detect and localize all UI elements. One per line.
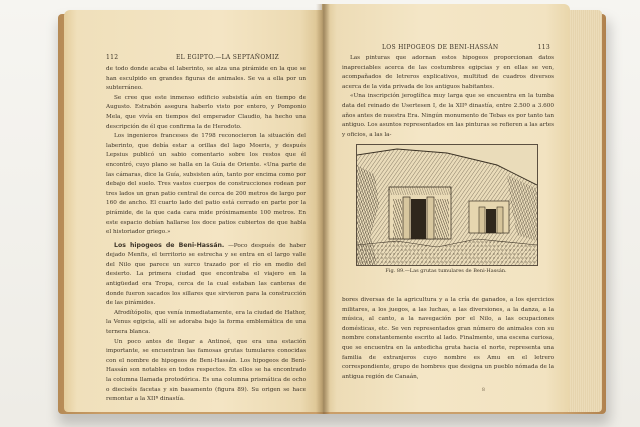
section-body: —Poco después de haber dejado Menfis, el territorio se estrecha y se entra en el largo valle del Nilo que parece un surco trazado por el río en medio del desierto. La primera ciudad que encontraba el viajero en la antigüedad era Tropa, cerca de la cual estaban las canteras de donde fueron sacados los sillares que sirvieron para la construcción de las pirámides. xyxy=(106,242,306,307)
right-running-title: LOS HIPOGEOS DE BENI-HASSÁN xyxy=(382,44,499,51)
left-page-text xyxy=(106,65,306,405)
right-page-text-bottom xyxy=(342,296,554,382)
book-gutter xyxy=(316,4,330,414)
left-page xyxy=(64,10,326,412)
paragraph: Se cree que este inmenso edificio subsistía aún en tiempo de Augusto. Estrabón asegura haberlo visto por entero, y Pomponio Mela, que vivía en tiempos del emperador Claudio, ha hecho una descripción de él que confirma la de Herodoto. xyxy=(106,94,306,130)
figure-caption: Fig. 89.—Las grutas tumulares de Beni-Hassán. xyxy=(385,268,507,274)
paragraph: bores diversas de la agricultura y a la cría de ganados, a los ejercicios militares, a los juegos, a las luchas, a las diversiones, a la danza, a la música, al canto, a la navegación por el Nilo, a las ocupaciones domésticas, etc. Se ven representados gran número de animales con su nombre constantemente escrito al lado. Finalmente, una escena curiosa, que se encuentra en la antedicha gruta hacia el norte, representa una familia de extranjeros cuyo nombre es Amu en el letrero correspondiente, grupo de hombres que designa un pueblo nómada de la antigua región de Canaán, xyxy=(342,297,554,380)
page-edges xyxy=(566,10,602,412)
signature-mark: 8 xyxy=(482,388,485,393)
right-page xyxy=(322,4,570,412)
paragraph: Un poco antes de llegar a Antinoé, que era una estación importante, se encuentran las famosas grutas tumulares conocidas con el nombre de hipogeos de Beni-Hassán. Los hipogeos de Beni-Hassán son notables en todos respectos. En ellos se ha encontrado la columna llamada protodórica. Es una columna prismática de ocho o dieciséis facetas y sin basamento (figura 89). Su origen se hace remontar a la XIIª dinastía. xyxy=(106,338,306,403)
paragraph: «Una inscripción jeroglífica muy larga que se encuentra en la tumba data del reinado de Usertesen I, de la XIIª dinastía, entre 2.500 a 3.600 años antes de nuestra Era. Ningún monumento de Tebas es por tanto tan antiguo. Los asuntos representados en las pinturas se refieren a las artes y oficios, a las la- xyxy=(342,93,555,138)
engraving-illustration xyxy=(356,144,538,266)
rock-tombs-engraving xyxy=(357,145,537,265)
paragraph: Afrodítópolis, que venía inmediatamente, era la ciudad de Hathor, la Venus egipcia, allí se adoraba bajo la forma emblemática de una ternera blanca. xyxy=(106,309,306,336)
section-title: Los hipogeos de Beni-Hassán. xyxy=(114,241,225,249)
right-page-number: 113 xyxy=(537,44,550,51)
section-paragraph xyxy=(106,241,306,309)
paragraph: Los ingenieros franceses de 1798 reconocieron la situación del laberinto, que debía estar a orillas del lago Moeris, y después Lepsius publicó un sabio comentario sobre los restos que él encontró, cuyo plano se halla en la Guía de Oriente. «Una parte de las cámaras, dice la Guía, subsisten aún, tanto por encima como por debajo del suelo. Tres vastos cuerpos de construcciones rodean por tres lados un gran patio central de cerca de 200 metros de largo por 160 de ancho. El cuarto lado del patio está cerrado en parte por la pirámide, de la que cada cara mide próximamente 100 metros. En este espacio debían hallarse los doce patios cubiertos de que habla el historiador griego.» xyxy=(106,133,306,236)
left-running-title: EL EGIPTO.—LA SEPTAÑOMIZ xyxy=(176,54,280,61)
right-page-text-top xyxy=(342,54,554,140)
left-page-number: 112 xyxy=(106,54,119,61)
paragraph: Las pinturas que adornan estos hipogeos proporcionan datos inapreciables acerca de las costumbres egipcias y en ellas se ven, acompañados de letreros explicativos, multitud de cuadros diversos acerca de la vida privada de los antiguos habitantes. xyxy=(342,55,554,90)
paragraph: de todo donde acaba el laberinto, se alza una pirámide en la que se han esculpido en grandes figuras de animales. Se va a ella por un subterráneo. xyxy=(106,66,306,92)
